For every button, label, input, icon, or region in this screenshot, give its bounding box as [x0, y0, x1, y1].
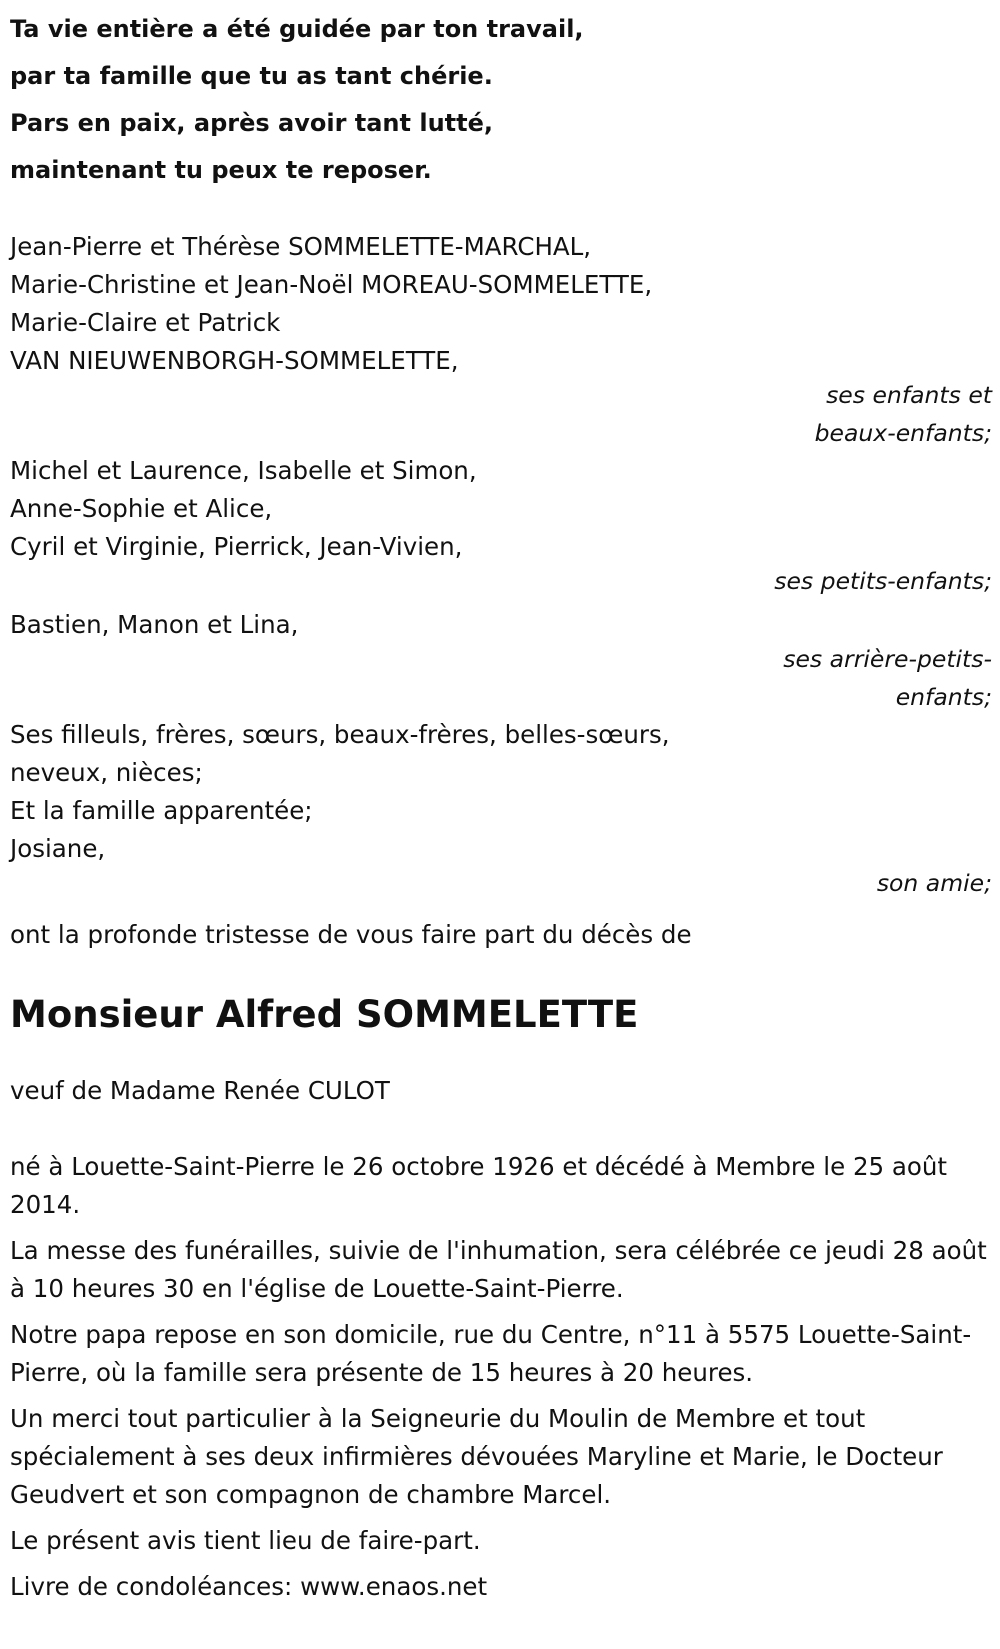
family-line: Cyril et Virginie, Pierrick, Jean-Vivien, [10, 532, 463, 561]
role-line: ses petits-enfants; [774, 567, 992, 595]
role-line: ses arrière-petits- [783, 645, 992, 673]
role-line: enfants; [895, 683, 992, 711]
poem-line: par ta famille que tu as tant chérie. [10, 62, 493, 90]
grandchildren-role [10, 562, 992, 600]
family-line: Et la famille apparentée; [10, 796, 313, 825]
family-line: Marie-Christine et Jean-Noël MOREAU-SOMMELETTE, [10, 270, 653, 299]
poem-line: Ta vie entière a été guidée par ton travail, [10, 15, 584, 43]
family-line: VAN NIEUWENBORGH-SOMMELETTE, [10, 346, 459, 375]
thanks-paragraph: Un merci tout particulier à la Seigneurie du Moulin de Membre et tout spécialement à ses deux infirmières dévouées Maryline et Marie, le Docteur Geudvert et son compagnon de chambre Marcel. [10, 1404, 943, 1509]
family-line: neveux, nièces; [10, 758, 203, 787]
grandchildren-list [10, 452, 992, 566]
condolences-paragraph: Livre de condoléances: www.enaos.net [10, 1572, 488, 1601]
family-line: Marie-Claire et Patrick [10, 308, 281, 337]
family-line: Ses filleuls, frères, sœurs, beaux-frères, belles-sœurs, [10, 720, 670, 749]
others-list [10, 716, 992, 868]
family-line: Bastien, Manon et Lina, [10, 610, 299, 639]
poem-line: Pars en paix, après avoir tant lutté, [10, 109, 493, 137]
notice-paragraph: Le présent avis tient lieu de faire-part. [10, 1526, 481, 1555]
children-role [10, 376, 992, 452]
deceased-name: Monsieur Alfred SOMMELETTE [10, 993, 639, 1036]
visitation-paragraph: Notre papa repose en son domicile, rue du Centre, n°11 à 5575 Louette-Saint-Pierre, où la famille sera présente de 15 heures à 20 heures. [10, 1320, 972, 1387]
role-line: ses enfants et [826, 381, 992, 409]
poem-line: maintenant tu peux te reposer. [10, 156, 432, 184]
family-line: Michel et Laurence, Isabelle et Simon, [10, 456, 477, 485]
obituary-notice [10, 0, 992, 1606]
friend-role [10, 864, 992, 902]
family-line: Anne-Sophie et Alice, [10, 494, 273, 523]
poem [10, 6, 992, 194]
children-list [10, 228, 992, 380]
family-line: Josiane, [10, 834, 106, 863]
widower-of: veuf de Madame Renée CULOT [10, 1076, 390, 1105]
great-grandchildren-role [10, 640, 992, 716]
funeral-paragraph: La messe des funérailles, suivie de l'inhumation, sera célébrée ce jeudi 28 août à 10 heures 30 en l'église de Louette-Saint-Pierre. [10, 1236, 987, 1303]
role-line: beaux-enfants; [814, 419, 992, 447]
family-line: Jean-Pierre et Thérèse SOMMELETTE-MARCHAL, [10, 232, 592, 261]
role-line: son amie; [876, 869, 992, 897]
birth-death-paragraph: né à Louette-Saint-Pierre le 26 octobre 1926 et décédé à Membre le 25 août 2014. [10, 1152, 948, 1219]
announcement-intro: ont la profonde tristesse de vous faire part du décès de [10, 920, 692, 949]
great-grandchildren-list [10, 606, 992, 644]
